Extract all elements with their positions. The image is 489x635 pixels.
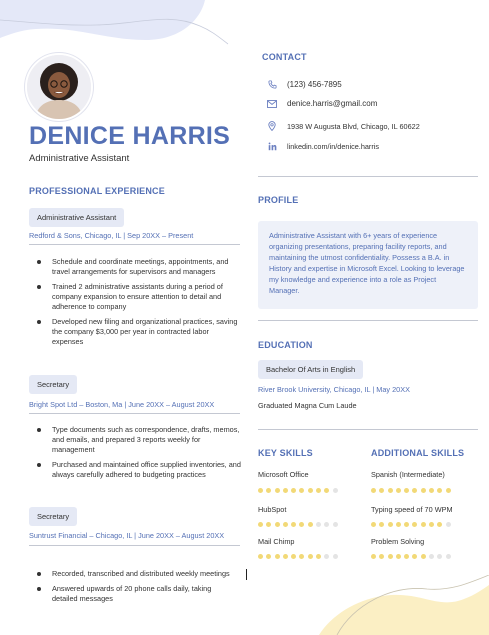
- skill-name: Mail Chimp: [258, 537, 295, 546]
- contact-phone-text: (123) 456-7895: [287, 80, 342, 89]
- bottom-decoration: [319, 575, 489, 635]
- skill-dot: [396, 522, 401, 527]
- skill-dot: [388, 554, 393, 559]
- skill-dot: [404, 522, 409, 527]
- list-item: Answered upwards of 20 phone calls daily, taking detailed messages: [52, 584, 232, 604]
- key-skills-heading: KEY SKILLS: [258, 448, 313, 458]
- contact-address-text: 1938 W Augusta Blvd, Chicago, IL 60622: [287, 121, 420, 131]
- skill-name: Spanish (Intermediate): [371, 470, 445, 479]
- skill-dot: [275, 554, 280, 559]
- skill-dot: [446, 522, 451, 527]
- skill-dot: [437, 522, 442, 527]
- skill-dot: [333, 522, 338, 527]
- skill-dot: [396, 488, 401, 493]
- skill-dot: [429, 522, 434, 527]
- education-honors: Graduated Magna Cum Laude: [258, 401, 357, 410]
- skill-dot: [371, 488, 376, 493]
- skill-dot: [388, 488, 393, 493]
- skill-dot: [299, 522, 304, 527]
- skill-rating: [258, 522, 341, 527]
- profile-heading: PROFILE: [258, 195, 299, 205]
- skill-dot: [308, 554, 313, 559]
- contact-linkedin-text[interactable]: linkedin.com/in/denice.harris: [287, 142, 380, 151]
- skill-dot: [412, 488, 417, 493]
- divider: [258, 429, 478, 430]
- avatar: [27, 55, 91, 119]
- skill-dot: [258, 554, 263, 559]
- skill-dot: [371, 554, 376, 559]
- job-company-2: Bright Spot Ltd – Boston, Ma | June 20XX – August 20XX: [29, 400, 215, 409]
- skill-dot: [429, 554, 434, 559]
- skill-dot: [308, 522, 313, 527]
- linkedin-icon: [265, 142, 279, 151]
- skill-dot: [291, 554, 296, 559]
- skill-rating: [258, 554, 341, 559]
- skill-dot: [446, 554, 451, 559]
- job-bullets-3: [52, 569, 232, 609]
- skill-dot: [324, 488, 329, 493]
- profile-photo: [25, 53, 93, 121]
- skill-rating: [371, 522, 454, 527]
- skill-dot: [299, 488, 304, 493]
- skill-dot: [266, 554, 271, 559]
- skill-dot: [446, 488, 451, 493]
- divider: [29, 244, 240, 245]
- skill-dot: [421, 488, 426, 493]
- profile-summary: Administrative Assistant with 6+ years of experience organizing presentations, preparing facility reports, and maintaining the utmost confidentiality. Possess a B.A. in History and expertise in Microsoft Excel. Looking to leverage my knowledge and experience into a role as Project Manager.: [258, 221, 478, 309]
- skill-dot: [429, 488, 434, 493]
- skill-dot: [266, 488, 271, 493]
- list-item: Trained 2 administrative assistants during a period of company expansion to ensure attention to detail and adherence to company: [52, 282, 242, 312]
- skill-dot: [379, 554, 384, 559]
- divider: [258, 176, 478, 177]
- education-school: River Brook University, Chicago, IL | May 20XX: [258, 385, 410, 394]
- job-bullets-2: [52, 425, 242, 485]
- list-item: Developed new filing and organizational practices, saving the company $3,000 per year in contracted labor expenses: [52, 317, 242, 347]
- skill-dot: [404, 554, 409, 559]
- skill-dot: [396, 554, 401, 559]
- skill-dot: [258, 522, 263, 527]
- education-degree: Bachelor Of Arts in English: [258, 360, 363, 379]
- contact-linkedin: [265, 142, 379, 151]
- skill-dot: [379, 522, 384, 527]
- contact-email: [265, 99, 377, 108]
- skill-dot: [275, 522, 280, 527]
- text-cursor: [246, 569, 247, 580]
- skill-dot: [371, 522, 376, 527]
- candidate-title: Administrative Assistant: [29, 153, 130, 164]
- skill-dot: [283, 554, 288, 559]
- job-bullets-1: [52, 257, 242, 352]
- skill-dot: [379, 488, 384, 493]
- skill-dot: [283, 522, 288, 527]
- job-company-3: Suntrust Financial – Chicago, IL | June 20XX – August 20XX: [29, 531, 225, 540]
- contact-phone: [265, 80, 342, 89]
- list-item: Type documents such as correspondence, drafts, memos, and emails, and prepared 3 reports weekly for management: [52, 425, 242, 455]
- list-item: Schedule and coordinate meetings, appointments, and travel arrangements for supervisors and managers: [52, 257, 242, 277]
- phone-icon: [265, 80, 279, 89]
- job-role-2: Secretary: [29, 375, 77, 394]
- job-role-3: Secretary: [29, 507, 77, 526]
- email-icon: [265, 100, 279, 108]
- skill-dot: [291, 522, 296, 527]
- job-company-1: Redford & Sons, Chicago, IL | Sep 20XX – Present: [29, 231, 194, 240]
- skill-dot: [333, 488, 338, 493]
- skill-dot: [299, 554, 304, 559]
- skill-rating: [258, 488, 341, 493]
- skill-dot: [324, 522, 329, 527]
- skill-name: Typing speed of 70 WPM: [371, 505, 453, 514]
- skill-dot: [266, 522, 271, 527]
- skill-name: Microsoft Office: [258, 470, 309, 479]
- location-icon: [265, 121, 279, 131]
- skill-dot: [437, 554, 442, 559]
- divider: [29, 545, 240, 546]
- education-heading: EDUCATION: [258, 340, 313, 350]
- contact-email-text[interactable]: denice.harris@gmail.com: [287, 99, 378, 108]
- skill-dot: [333, 554, 338, 559]
- experience-heading: PROFESSIONAL EXPERIENCE: [29, 186, 165, 196]
- skill-dot: [421, 554, 426, 559]
- skill-dot: [308, 488, 313, 493]
- skill-dot: [421, 522, 426, 527]
- candidate-name: DENICE HARRIS: [29, 122, 231, 150]
- skill-dot: [388, 522, 393, 527]
- top-decoration: [0, 0, 240, 46]
- job-role-1: Administrative Assistant: [29, 208, 124, 227]
- skill-rating: [371, 554, 454, 559]
- contact-address: [265, 121, 420, 131]
- skill-dot: [437, 488, 442, 493]
- skill-rating: [371, 488, 454, 493]
- skill-dot: [258, 488, 263, 493]
- contact-heading: CONTACT: [262, 52, 307, 62]
- divider: [29, 413, 240, 414]
- skill-dot: [404, 488, 409, 493]
- additional-skills-heading: ADDITIONAL SKILLS: [371, 448, 465, 458]
- skill-dot: [412, 554, 417, 559]
- skill-dot: [316, 522, 321, 527]
- divider: [258, 320, 478, 321]
- skill-dot: [412, 522, 417, 527]
- skill-dot: [316, 488, 321, 493]
- skill-dot: [316, 554, 321, 559]
- list-item: Purchased and maintained office supplied inventories, and always carefully adhered to budgeting practices: [52, 460, 241, 479]
- skill-name: HubSpot: [258, 505, 287, 514]
- skill-dot: [291, 488, 296, 493]
- skill-dot: [275, 488, 280, 493]
- skill-dot: [283, 488, 288, 493]
- list-item: Recorded, transcribed and distributed weekly meetings: [52, 569, 232, 579]
- skill-name: Problem Solving: [371, 537, 425, 546]
- skill-dot: [324, 554, 329, 559]
